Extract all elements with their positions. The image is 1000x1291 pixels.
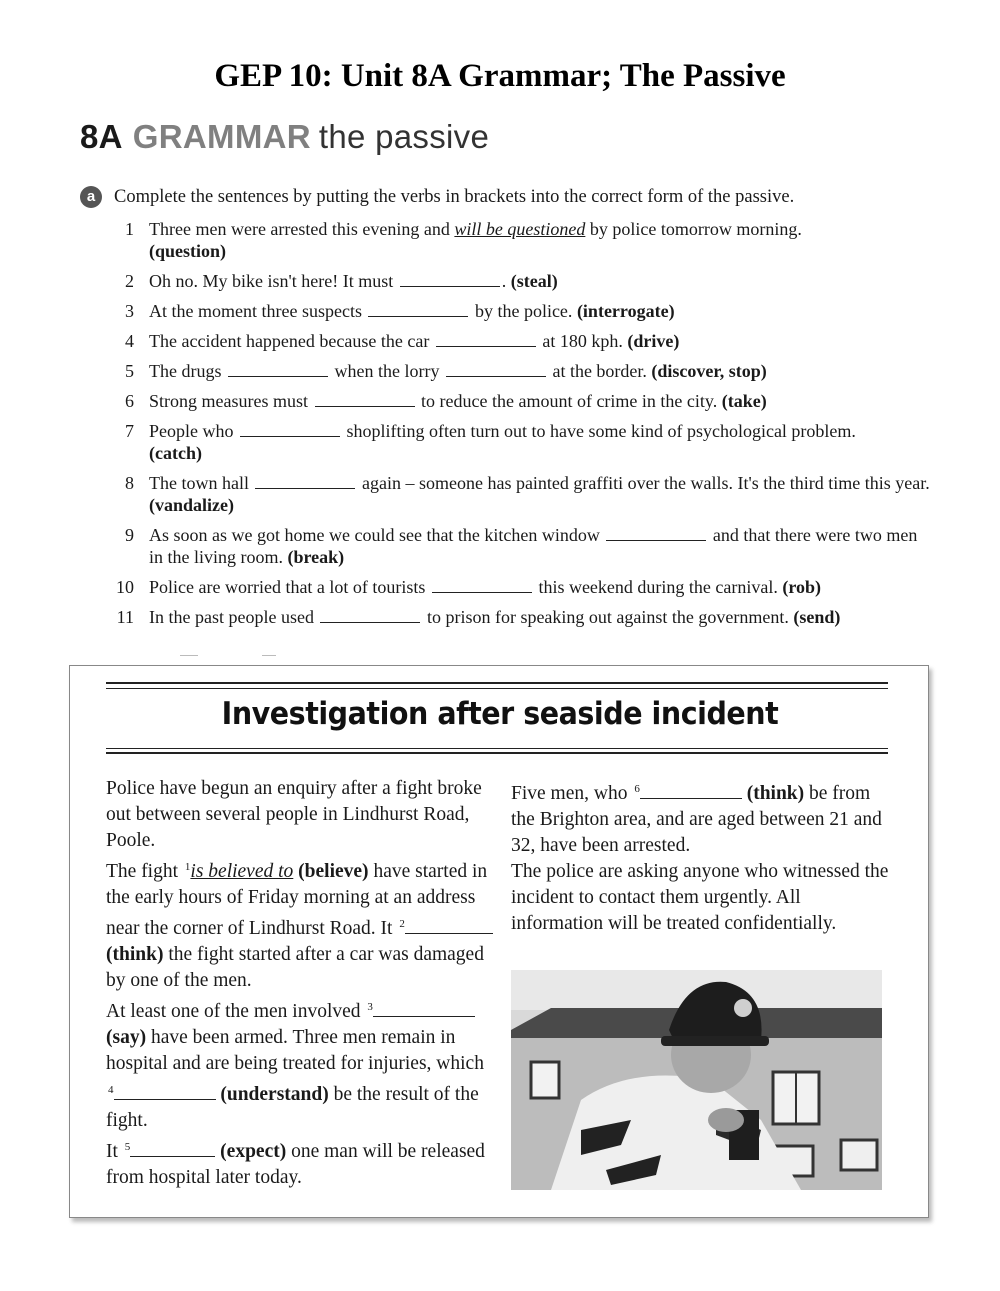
item-number: 4: [125, 331, 134, 351]
headline-rule-bottom: [106, 748, 888, 749]
article-paragraph: [106, 1134, 496, 1191]
item-text: In the past people used: [149, 607, 319, 627]
exercise-item-5: [112, 360, 932, 382]
article-headline: Investigation after seaside incident: [221, 696, 779, 732]
exercise-item-9: [112, 524, 932, 568]
gap-verb: (understand): [220, 1084, 329, 1105]
answer-blank[interactable]: [373, 999, 475, 1017]
article-column-left: [106, 776, 496, 1191]
exercise-item-3: [112, 300, 932, 322]
exercise-item-1: [112, 218, 932, 262]
item-text: Strong measures must: [149, 391, 313, 411]
answer-blank[interactable]: [368, 301, 468, 317]
exercise-item-2: [112, 270, 932, 292]
article-text: have started in the early hours of Friday morning at an address near the corner of Lindhurst Road. It: [106, 861, 488, 939]
scan-mark: [180, 655, 198, 656]
section-topic: the passive: [318, 118, 490, 155]
item-text: People who: [149, 421, 238, 441]
answer-blank[interactable]: [606, 525, 706, 541]
gap-verb: (think): [746, 783, 805, 804]
article-text: be the result of the fight.: [106, 1084, 479, 1131]
item-text: .: [501, 271, 511, 291]
item-text: at 180 kph.: [537, 331, 628, 351]
article-text: have been armed. Three men remain in hospital and are being treated for injuries, which: [106, 1027, 484, 1074]
item-verb: (discover, stop): [651, 361, 767, 381]
item-verb: (rob): [782, 577, 822, 597]
item-text: by the police.: [470, 301, 577, 321]
item-text: shoplifting often turn out to have some kind of psychological problem.: [342, 421, 856, 441]
article-paragraph: Police have begun an enquiry after a fight broke out between several people in Lindhurst Road, Poole.: [106, 778, 482, 851]
exercise-item-6: [112, 390, 932, 412]
answer-blank[interactable]: [320, 607, 420, 623]
gap-number: 2: [399, 918, 405, 930]
article-paragraph: The police are asking anyone who witnessed the incident to contact them urgently. All information will be treated confidentially.: [511, 861, 889, 934]
article-paragraph: [511, 776, 891, 859]
article-column-right: [511, 776, 891, 937]
answer-blank[interactable]: [130, 1139, 215, 1157]
item-text: again – someone has painted graffiti over the walls. It's the third time this year.: [357, 473, 930, 493]
item-text: Oh no. My bike isn't here! It must: [149, 271, 398, 291]
answer-blank[interactable]: [114, 1082, 216, 1100]
item-text: The accident happened because the car: [149, 331, 434, 351]
item-text: to prison for speaking out against the government.: [422, 607, 794, 627]
item-number: 9: [125, 525, 134, 545]
section-number: 8A: [80, 118, 123, 155]
item-verb: (take): [721, 391, 767, 411]
item-number: 6: [125, 391, 134, 411]
exercise-badge: a: [80, 186, 102, 208]
article-text: the fight started after a car was damaged by one of the men.: [106, 944, 484, 991]
item-verb: (drive): [627, 331, 680, 351]
item-verb: (vandalize): [149, 495, 234, 515]
exercise-item-10: [112, 576, 932, 598]
item-text: Three men were arrested this evening and: [149, 219, 455, 239]
gap-verb: (expect): [220, 1141, 287, 1162]
exercise-item-8: [112, 472, 932, 516]
item-verb: (send): [793, 607, 841, 627]
exercise-list: [112, 218, 932, 636]
gap-number: 4: [108, 1084, 114, 1096]
article-text: At least one of the men involved: [106, 1001, 366, 1022]
item-text: and that there were two men in the living room.: [149, 525, 918, 567]
item-number: 11: [116, 607, 134, 627]
item-text: Police are worried that a lot of tourists: [149, 577, 430, 597]
item-number: 10: [116, 577, 134, 597]
gap-number: 3: [367, 1001, 373, 1013]
section-label: GRAMMAR: [132, 118, 311, 155]
answer-blank[interactable]: [405, 916, 493, 934]
item-verb: (interrogate): [576, 301, 675, 321]
item-text: at the border.: [547, 361, 652, 381]
page-title: GEP 10: Unit 8A Grammar; The Passive: [214, 58, 786, 94]
article-text: be from the Brighton area, and are aged between 21 and 32, have been arrested.: [511, 783, 882, 856]
answer-blank[interactable]: [640, 781, 742, 799]
headline-rule-top: [106, 682, 888, 684]
article-text: It: [106, 1141, 123, 1162]
item-text: by police tomorrow morning.: [585, 219, 802, 239]
item-number: 7: [125, 421, 134, 441]
scan-mark: [262, 655, 276, 656]
exercise-item-4: [112, 330, 932, 352]
item-number: 2: [125, 271, 134, 291]
instruction-text: Complete the sentences by putting the verbs in brackets into the correct form of the passive.: [114, 187, 795, 207]
article-text: The fight: [106, 861, 183, 882]
item-number: 8: [125, 473, 134, 493]
answer-blank[interactable]: [436, 331, 536, 347]
gap-number: 6: [634, 783, 640, 795]
police-officer-photo: [511, 970, 882, 1190]
item-text: this weekend during the carnival.: [533, 577, 783, 597]
article-paragraph: [106, 994, 496, 1134]
item-text: At the moment three suspects: [149, 301, 367, 321]
article-paragraph: [106, 854, 496, 994]
headline-rule-bottom-thick: [106, 752, 888, 754]
answer-blank[interactable]: [255, 473, 355, 489]
gap-verb: (think): [106, 944, 164, 965]
item-verb: (question): [149, 241, 227, 261]
answer-blank[interactable]: [446, 361, 546, 377]
item-text: when the lorry: [329, 361, 444, 381]
item-text: The town hall: [149, 473, 254, 493]
answer-blank[interactable]: [400, 271, 500, 287]
exercise-item-11: [112, 606, 932, 628]
item-verb: (steal): [510, 271, 558, 291]
answer-blank[interactable]: [315, 391, 415, 407]
answer-blank[interactable]: [228, 361, 328, 377]
item-text: The drugs: [149, 361, 226, 381]
item-verb: (break): [287, 547, 345, 567]
answer-blank[interactable]: [432, 577, 532, 593]
exercise-item-7: [112, 420, 932, 464]
gap-number: 1: [184, 861, 191, 873]
article-text: one man will be released from hospital later today.: [106, 1141, 485, 1188]
item-number: 3: [125, 301, 134, 321]
item-text: As soon as we got home we could see that the kitchen window: [149, 525, 605, 545]
example-answer: is believed to: [190, 861, 294, 882]
example-answer: will be questioned: [454, 219, 586, 239]
exercise-instruction: [80, 186, 794, 208]
section-heading: [80, 118, 489, 156]
article-text: Five men, who: [511, 783, 633, 804]
gap-verb: (say): [106, 1027, 147, 1048]
answer-blank[interactable]: [240, 421, 340, 437]
gap-verb: (believe): [298, 861, 369, 882]
article-box: [69, 665, 929, 1218]
item-number: 1: [125, 219, 134, 239]
item-number: 5: [125, 361, 134, 381]
item-verb: (catch): [149, 443, 202, 463]
gap-number: 5: [124, 1141, 131, 1153]
item-text: to reduce the amount of crime in the city.: [416, 391, 722, 411]
headline-rule-top-thin: [106, 688, 888, 689]
photo-illustration: [511, 970, 882, 1190]
